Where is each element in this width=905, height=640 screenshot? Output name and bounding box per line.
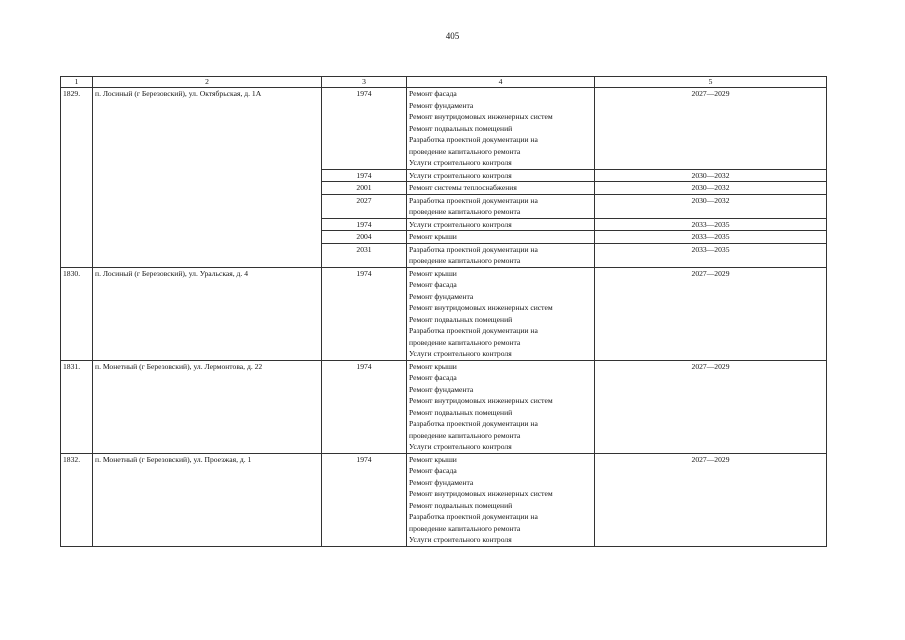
repair-period: 2033—2035 [595, 243, 827, 267]
repair-year: 2031 [322, 243, 407, 267]
repair-works [407, 218, 595, 231]
repair-works [407, 194, 595, 218]
repair-year: 1974 [322, 169, 407, 182]
table-row [61, 360, 827, 453]
repair-year: 2001 [322, 182, 407, 195]
repair-period: 2027—2029 [595, 267, 827, 360]
work-item: Ремонт фундамента [409, 384, 474, 394]
work-item: Ремонт фасада [409, 373, 457, 382]
work-item: Услуги строительного контроля [409, 442, 512, 451]
work-item: Услуги строительного контроля [409, 349, 512, 358]
repair-period: 2030—2032 [595, 194, 827, 218]
repair-year: 1974 [322, 360, 407, 453]
repair-year: 1974 [322, 88, 407, 170]
repair-works [407, 243, 595, 267]
work-item: Ремонт внутридомовых инженерных систем [409, 396, 553, 405]
column-number-row [61, 77, 827, 88]
work-item: Услуги строительного контроля [409, 170, 512, 180]
repair-period: 2030—2032 [595, 169, 827, 182]
repair-works [407, 169, 595, 182]
building-address: п. Лосиный (г Березовский), ул. Октябрьская, д. 1А [93, 88, 322, 268]
repair-works [407, 88, 595, 170]
work-item: Ремонт внутридомовых инженерных систем [409, 489, 553, 498]
column-number: 3 [322, 77, 407, 88]
repair-works [407, 231, 595, 244]
work-item: Ремонт внутридомовых инженерных систем [409, 112, 553, 121]
work-item: Разработка проектной документации на [409, 135, 538, 144]
table-row [61, 267, 827, 360]
repair-period: 2027—2029 [595, 453, 827, 546]
column-number: 1 [61, 77, 93, 88]
building-address: п. Монетный (г Березовский), ул. Проезжая, д. 1 [93, 453, 322, 546]
work-item: Ремонт подвальных помещений [409, 314, 513, 324]
repair-year: 2004 [322, 231, 407, 244]
table-row [61, 88, 827, 170]
work-item: Разработка проектной документации на [409, 195, 538, 205]
work-item: Услуги строительного контроля [409, 158, 512, 167]
work-item: Ремонт системы теплоснабжения [409, 183, 517, 192]
work-item: Ремонт фундамента [409, 100, 474, 110]
work-item: Ремонт фундамента [409, 477, 474, 487]
work-item: Ремонт фасада [409, 89, 457, 98]
work-item: Ремонт фундамента [409, 291, 474, 301]
work-item: Ремонт подвальных помещений [409, 500, 513, 510]
repair-year: 1974 [322, 267, 407, 360]
work-item: Разработка проектной документации на [409, 326, 538, 335]
repair-works [407, 360, 595, 453]
work-item: Ремонт крыши [409, 232, 457, 241]
work-item: Ремонт подвальных помещений [409, 407, 513, 417]
work-item: Разработка проектной документации на [409, 419, 538, 428]
repair-works [407, 453, 595, 546]
work-item: Ремонт фасада [409, 466, 457, 475]
building-number: 1830. [61, 267, 93, 360]
work-item: Разработка проектной документации на [409, 244, 538, 254]
work-item: проведение капитального ремонта [409, 146, 521, 156]
work-item: Разработка проектной документации на [409, 512, 538, 521]
work-item: Ремонт внутридомовых инженерных систем [409, 303, 553, 312]
building-address: п. Лосиный (г Березовский), ул. Уральская, д. 4 [93, 267, 322, 360]
repair-period: 2033—2035 [595, 218, 827, 231]
work-item: Услуги строительного контроля [409, 219, 512, 229]
repair-period: 2027—2029 [595, 360, 827, 453]
work-item: проведение капитального ремонта [409, 337, 521, 347]
page-number: 405 [445, 31, 460, 41]
table-row [61, 453, 827, 546]
building-number: 1831. [61, 360, 93, 453]
work-item: Ремонт крыши [409, 454, 457, 464]
repair-period: 2030—2032 [595, 182, 827, 195]
work-item: Ремонт крыши [409, 268, 457, 278]
building-number: 1832. [61, 453, 93, 546]
repair-period: 2033—2035 [595, 231, 827, 244]
work-item: проведение капитального ремонта [409, 256, 521, 265]
work-item: Ремонт подвальных помещений [409, 123, 513, 133]
repair-period: 2027—2029 [595, 88, 827, 170]
work-item: Услуги строительного контроля [409, 535, 512, 544]
work-item: проведение капитального ремонта [409, 430, 521, 440]
column-number: 4 [407, 77, 595, 88]
work-item: Ремонт фасада [409, 280, 457, 289]
building-number: 1829. [61, 88, 93, 268]
table-body [61, 77, 827, 547]
repair-works [407, 267, 595, 360]
work-item: Ремонт крыши [409, 361, 457, 371]
column-number: 5 [595, 77, 827, 88]
work-item: проведение капитального ремонта [409, 523, 521, 533]
work-item: проведение капитального ремонта [409, 207, 521, 216]
column-number: 2 [93, 77, 322, 88]
repair-year: 1974 [322, 218, 407, 231]
repair-year: 1974 [322, 453, 407, 546]
repair-year: 2027 [322, 194, 407, 218]
building-address: п. Монетный (г Березовский), ул. Лермонтова, д. 22 [93, 360, 322, 453]
repair-schedule-table [60, 76, 827, 547]
repair-works [407, 182, 595, 195]
